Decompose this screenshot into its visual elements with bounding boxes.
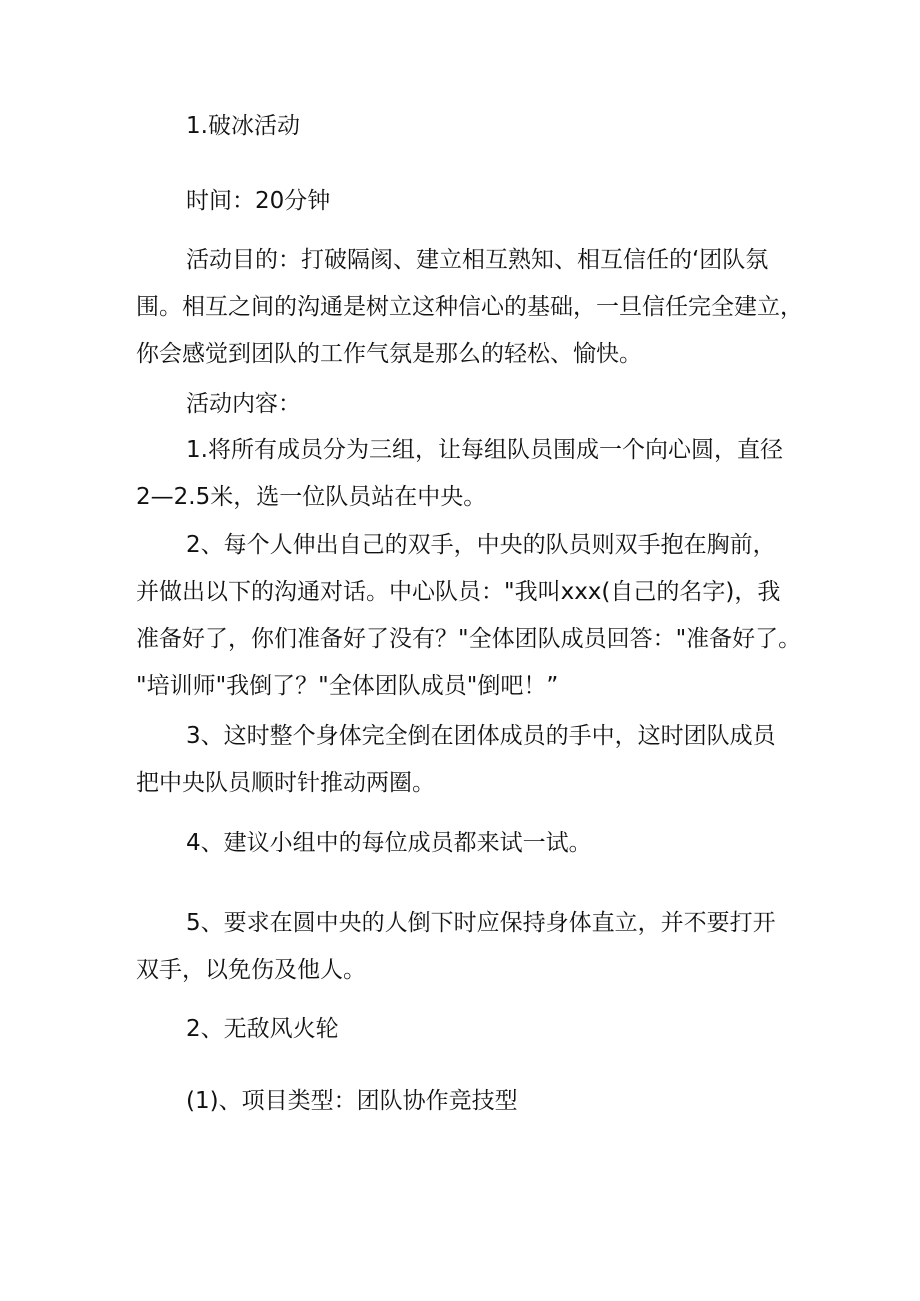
text-line: 4、建议小组中的每位成员都来试一试。: [186, 830, 592, 856]
text-line: 2—2.5米，选一位队员站在中央。: [136, 484, 487, 510]
step-1: [136, 427, 796, 521]
text-line: 你会感觉到团队的工作气氛是那么的轻松、愉快。: [136, 341, 642, 367]
step-4: [136, 820, 796, 867]
step-2: [136, 522, 802, 710]
activity-content-label: [136, 381, 796, 428]
step-5: [136, 900, 796, 994]
text-line: 围。相互之间的沟通是树立这种信心的基础，一旦信任完全建立，: [136, 294, 803, 320]
section-heading-icebreaker: [136, 103, 796, 150]
text-line: "培训师"我倒了？"全体团队成员"倒吧！”: [136, 673, 559, 699]
text-line: 1.破冰活动: [186, 113, 300, 139]
text-line: 并做出以下的沟通对话。中心队员："我叫xxx(自己的名字)，我: [136, 579, 781, 605]
step-3: [136, 713, 796, 807]
text-line: 活动内容：: [186, 391, 301, 417]
text-line: (1)、项目类型：团队协作竞技型: [186, 1088, 518, 1114]
text-line: 5、要求在圆中央的人倒下时应保持身体直立，并不要打开: [186, 910, 776, 936]
text-line: 准备好了，你们准备好了没有？"全体团队成员回答："准备好了。: [136, 626, 802, 652]
text-line: 双手，以免伤及他人。: [136, 957, 366, 983]
text-line: 3、这时整个身体完全倒在团体成员的手中，这时团队成员: [186, 723, 776, 749]
project-type: [136, 1078, 796, 1125]
activity-purpose: [136, 237, 803, 378]
text-line: 活动目的：打破隔阂、建立相互熟知、相互信任的‘团队氛: [186, 247, 769, 273]
activity-duration: [136, 178, 796, 225]
text-line: 1.将所有成员分为三组，让每组队员围成一个向心圆，直径: [186, 437, 783, 463]
text-line: 2、每个人伸出自己的双手，中央的队员则双手抱在胸前，: [186, 532, 776, 558]
text-line: 时间：20分钟: [186, 188, 331, 214]
text-line: 把中央队员顺时针推动两圈。: [136, 770, 435, 796]
section-heading-wheel: [136, 1006, 796, 1053]
text-line: 2、无敌风火轮: [186, 1016, 339, 1042]
